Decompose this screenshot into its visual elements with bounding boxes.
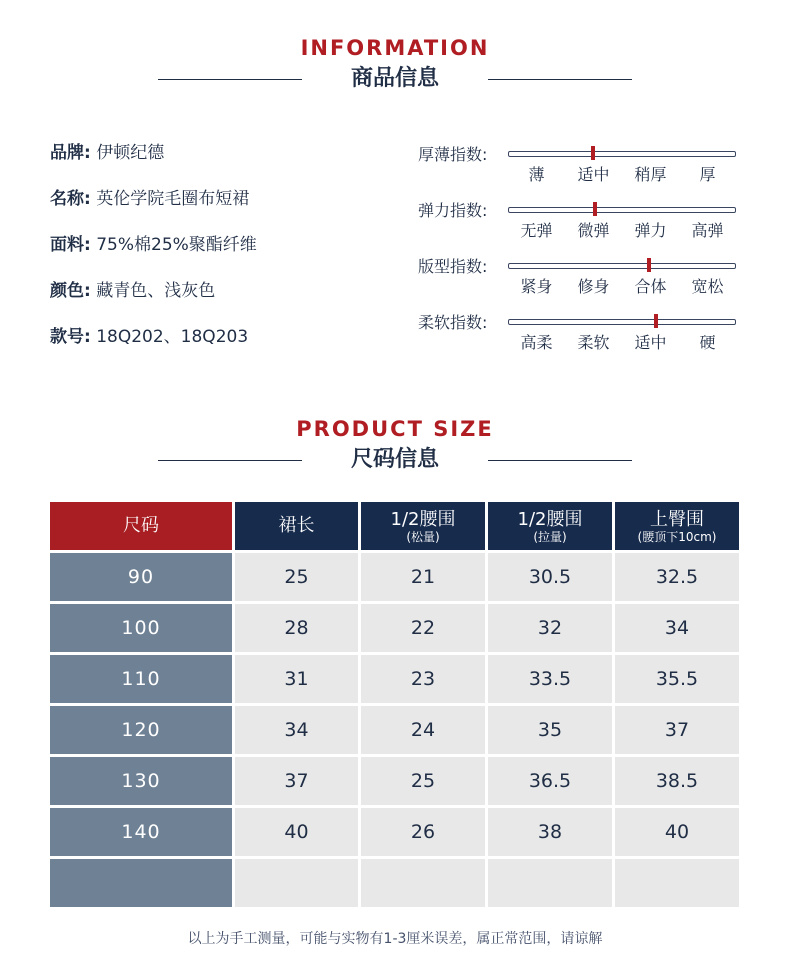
index-tick: 厚 bbox=[699, 165, 716, 184]
index-tick: 合体 bbox=[634, 277, 667, 296]
index-tick: 薄 bbox=[528, 165, 545, 184]
product-size-title-row bbox=[158, 445, 632, 475]
index-fit bbox=[418, 252, 748, 308]
index-marker bbox=[591, 146, 595, 160]
table-row bbox=[50, 808, 739, 856]
table-row bbox=[50, 757, 739, 805]
info-color bbox=[50, 276, 257, 322]
row-header-size: 110 bbox=[50, 655, 232, 703]
table-cell: 32.5 bbox=[615, 553, 739, 601]
divider-left bbox=[158, 79, 302, 80]
index-tick: 弹力 bbox=[634, 221, 667, 240]
index-tick: 柔软 bbox=[577, 333, 610, 352]
column-header-length: 裙长 bbox=[235, 502, 358, 550]
index-bar bbox=[508, 319, 736, 325]
table-cell: 21 bbox=[361, 553, 485, 601]
info-value: 75%棉25%聚酯纤维 bbox=[96, 235, 257, 255]
info-value: 藏青色、浅灰色 bbox=[96, 281, 216, 301]
table-cell: 34 bbox=[235, 706, 358, 754]
information-header bbox=[0, 36, 790, 94]
index-tick: 适中 bbox=[634, 333, 667, 352]
information-cn-title: 商品信息 bbox=[350, 66, 439, 91]
size-table-header-row bbox=[50, 502, 739, 550]
row-header-size: 90 bbox=[50, 553, 232, 601]
index-tick: 高弹 bbox=[691, 221, 724, 240]
index-tick: 无弹 bbox=[520, 221, 553, 240]
index-marker bbox=[654, 314, 658, 328]
column-header-waist-relaxed: 1/2腰围 (松量) bbox=[361, 502, 485, 550]
index-softness bbox=[418, 308, 748, 364]
table-cell bbox=[615, 859, 739, 907]
table-cell: 31 bbox=[235, 655, 358, 703]
fabric-indexes bbox=[418, 140, 748, 364]
info-key: 面料: bbox=[50, 235, 91, 255]
row-header-size bbox=[50, 859, 232, 907]
table-cell bbox=[361, 859, 485, 907]
table-cell: 32 bbox=[488, 604, 612, 652]
table-cell: 40 bbox=[235, 808, 358, 856]
index-ticks bbox=[508, 274, 736, 297]
column-header-waist-stretched: 1/2腰围 (拉量) bbox=[488, 502, 612, 550]
divider-right bbox=[488, 79, 632, 80]
table-cell: 26 bbox=[361, 808, 485, 856]
info-value: 18Q202、18Q203 bbox=[96, 327, 249, 347]
product-size-header bbox=[0, 417, 790, 475]
index-label: 厚薄指数: bbox=[418, 145, 488, 164]
info-name bbox=[50, 184, 257, 230]
table-cell: 37 bbox=[615, 706, 739, 754]
index-label: 版型指数: bbox=[418, 257, 488, 276]
info-key: 品牌: bbox=[50, 143, 91, 163]
index-tick: 硬 bbox=[699, 333, 716, 352]
info-value: 英伦学院毛圈布短裙 bbox=[96, 189, 250, 209]
index-thickness bbox=[418, 140, 748, 196]
index-tick: 修身 bbox=[577, 277, 610, 296]
table-cell: 22 bbox=[361, 604, 485, 652]
table-cell: 23 bbox=[361, 655, 485, 703]
table-cell: 33.5 bbox=[488, 655, 612, 703]
table-cell bbox=[488, 859, 612, 907]
index-elasticity bbox=[418, 196, 748, 252]
index-tick: 稍厚 bbox=[634, 165, 667, 184]
product-size-en-title: PRODUCT SIZE bbox=[296, 417, 494, 441]
table-cell: 35 bbox=[488, 706, 612, 754]
table-cell: 38.5 bbox=[615, 757, 739, 805]
row-header-size: 140 bbox=[50, 808, 232, 856]
product-info-list bbox=[50, 138, 257, 368]
table-row bbox=[50, 706, 739, 754]
information-en-title: INFORMATION bbox=[300, 36, 490, 60]
information-title-row bbox=[158, 64, 632, 94]
info-key: 名称: bbox=[50, 189, 91, 209]
info-key: 款号: bbox=[50, 327, 91, 347]
size-table bbox=[47, 499, 742, 910]
row-header-size: 120 bbox=[50, 706, 232, 754]
index-tick: 适中 bbox=[577, 165, 610, 184]
index-tick: 高柔 bbox=[520, 333, 553, 352]
info-value: 伊顿纪德 bbox=[96, 143, 165, 163]
table-row bbox=[50, 553, 739, 601]
index-marker bbox=[593, 202, 597, 216]
index-label: 弹力指数: bbox=[418, 201, 488, 220]
table-cell: 35.5 bbox=[615, 655, 739, 703]
table-cell: 34 bbox=[615, 604, 739, 652]
divider-left bbox=[158, 460, 302, 461]
index-ticks bbox=[508, 218, 736, 241]
table-cell: 30.5 bbox=[488, 553, 612, 601]
index-tick: 微弹 bbox=[577, 221, 610, 240]
index-ticks bbox=[508, 162, 736, 185]
table-cell: 25 bbox=[361, 757, 485, 805]
index-bar bbox=[508, 151, 736, 157]
row-header-size: 130 bbox=[50, 757, 232, 805]
table-row bbox=[50, 604, 739, 652]
table-cell: 24 bbox=[361, 706, 485, 754]
table-row bbox=[50, 655, 739, 703]
column-header-hip: 上臀围 (腰顶下10cm) bbox=[615, 502, 739, 550]
info-fabric bbox=[50, 230, 257, 276]
table-cell: 25 bbox=[235, 553, 358, 601]
table-cell: 38 bbox=[488, 808, 612, 856]
index-tick: 宽松 bbox=[691, 277, 724, 296]
index-bar bbox=[508, 207, 736, 213]
column-header-size: 尺码 bbox=[50, 502, 232, 550]
table-cell: 40 bbox=[615, 808, 739, 856]
info-brand bbox=[50, 138, 257, 184]
index-marker bbox=[647, 258, 651, 272]
divider-right bbox=[488, 460, 632, 461]
measurement-note: 以上为手工测量，可能与实物有1-3厘米误差，属正常范围，请谅解 bbox=[187, 931, 603, 947]
index-tick: 紧身 bbox=[520, 277, 553, 296]
table-cell bbox=[235, 859, 358, 907]
info-style-number bbox=[50, 322, 257, 368]
table-cell: 36.5 bbox=[488, 757, 612, 805]
table-cell: 37 bbox=[235, 757, 358, 805]
info-key: 颜色: bbox=[50, 281, 91, 301]
index-label: 柔软指数: bbox=[418, 313, 488, 332]
table-row bbox=[50, 859, 739, 907]
index-ticks bbox=[508, 330, 736, 353]
index-bar bbox=[508, 263, 736, 269]
row-header-size: 100 bbox=[50, 604, 232, 652]
table-cell: 28 bbox=[235, 604, 358, 652]
product-size-cn-title: 尺码信息 bbox=[350, 447, 439, 472]
